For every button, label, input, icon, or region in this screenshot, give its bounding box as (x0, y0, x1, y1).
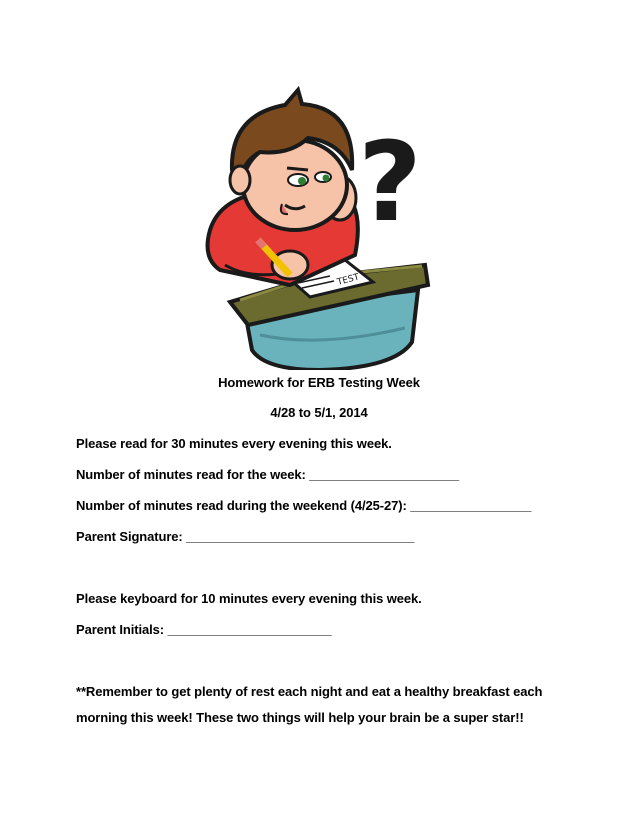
reading-instruction: Please read for 30 minutes every evening this week. (76, 436, 392, 451)
page-title: Homework for ERB Testing Week (218, 375, 420, 390)
keyboard-instruction: Please keyboard for 10 minutes every evening this week. (76, 591, 422, 606)
student-taking-test-icon (190, 80, 440, 370)
date-range: 4/28 to 5/1, 2014 (270, 405, 368, 420)
minutes-week-field: Number of minutes read for the week: _____________________ (76, 467, 459, 482)
reminder-line-2: morning this week! These two things will help your brain be a super star!! (76, 710, 524, 725)
minutes-weekend-field: Number of minutes read during the weekend (4/25-27): _________________ (76, 498, 532, 513)
paper-test-text: TEST (336, 272, 361, 288)
parent-initials-field: Parent Initials: _______________________ (76, 622, 332, 637)
question-mark-icon: ? (358, 118, 422, 246)
reminder-line-1: **Remember to get plenty of rest each night and eat a healthy breakfast each (76, 684, 543, 699)
parent-signature-field: Parent Signature: ________________________________ (76, 529, 415, 544)
